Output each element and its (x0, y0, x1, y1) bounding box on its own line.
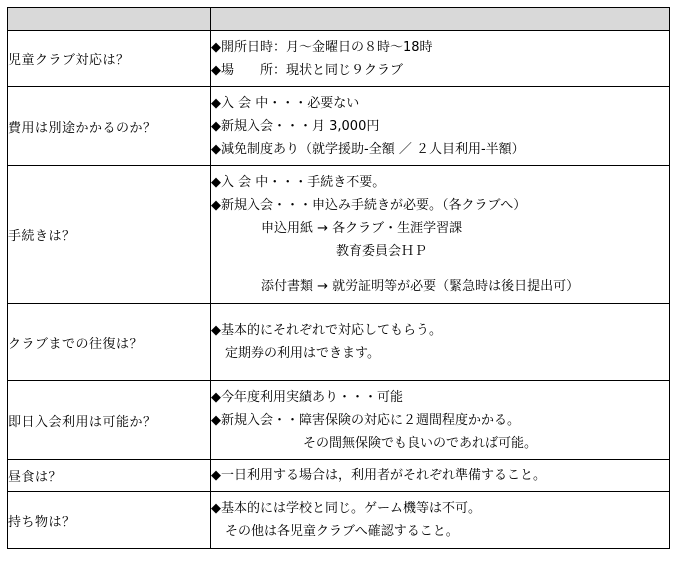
answer-cell (211, 460, 670, 492)
answer-cell (211, 166, 670, 304)
header-cell-answer (211, 8, 670, 31)
answer-line: ◆今年度利用実績あり・・・可能 (211, 389, 403, 405)
answer-cell (211, 492, 670, 549)
answer-line: ◆新規入会・・障害保険の対応に２週間程度かかる。 (211, 412, 520, 428)
faq-table (7, 7, 670, 549)
table-header-row (8, 8, 670, 31)
question-cell: 持ち物は？ (8, 492, 211, 549)
table-row (8, 87, 670, 166)
header-cell-question (8, 8, 211, 31)
answer-line: 申込用紙 → 各クラブ・生涯学習課 (261, 221, 463, 236)
answer-line: 定期券の利用はできます。 (225, 346, 380, 361)
table-row (8, 492, 670, 549)
answer-line: その間無保険でも良いのであれば可能。 (303, 435, 538, 451)
answer-line: 添付書類 → 就労証明等が必要（緊急時は後日提出可） (261, 279, 580, 294)
answer-line: ◆開所日時：月～金曜日の８時～18時 (211, 39, 433, 55)
answer-line: 教育委員会ＨＰ (336, 244, 428, 259)
answer-line: ◆入 会 中・・・必要ない (211, 95, 360, 111)
answer-line: ◆新規入会・・・月 3,000円 (211, 118, 380, 134)
answer-line: ◆基本的にそれぞれで対応してもらう。 (211, 323, 442, 338)
answer-cell (211, 31, 670, 87)
answer-line: ◆入 会 中・・・手続き不要。 (211, 175, 386, 190)
answer-cell (211, 381, 670, 460)
answer-line: その他は各児童クラブへ確認すること。 (225, 524, 459, 539)
answer-cell (211, 304, 670, 381)
table-row (8, 31, 670, 87)
question-cell: 昼食は？ (8, 460, 211, 492)
question-cell: 児童クラブ対応は？ (8, 31, 211, 87)
answer-line: ◆場 所：現状と同じ９クラブ (211, 62, 403, 78)
question-cell: 手続きは？ (8, 166, 211, 304)
answer-line: ◆減免制度あり（就学援助-全額 ／ ２人目利用-半額） (211, 141, 525, 157)
answer-line: ◆一日利用する場合は，利用者がそれぞれ準備すること。 (211, 468, 546, 483)
answer-cell (211, 87, 670, 166)
answer-line: ◆新規入会・・・申込み手続きが必要。（各クラブへ） (211, 198, 527, 213)
question-cell: 費用は別途かかるのか？ (8, 87, 211, 166)
question-cell: クラブまでの往復は？ (8, 304, 211, 381)
table-row (8, 460, 670, 492)
table-row (8, 304, 670, 381)
question-cell: 即日入会利用は可能か？ (8, 381, 211, 460)
table-row (8, 381, 670, 460)
line-spacer (211, 263, 669, 275)
table-row (8, 166, 670, 304)
answer-line: ◆基本的には学校と同じ。ゲーム機等は不可。 (211, 501, 481, 516)
